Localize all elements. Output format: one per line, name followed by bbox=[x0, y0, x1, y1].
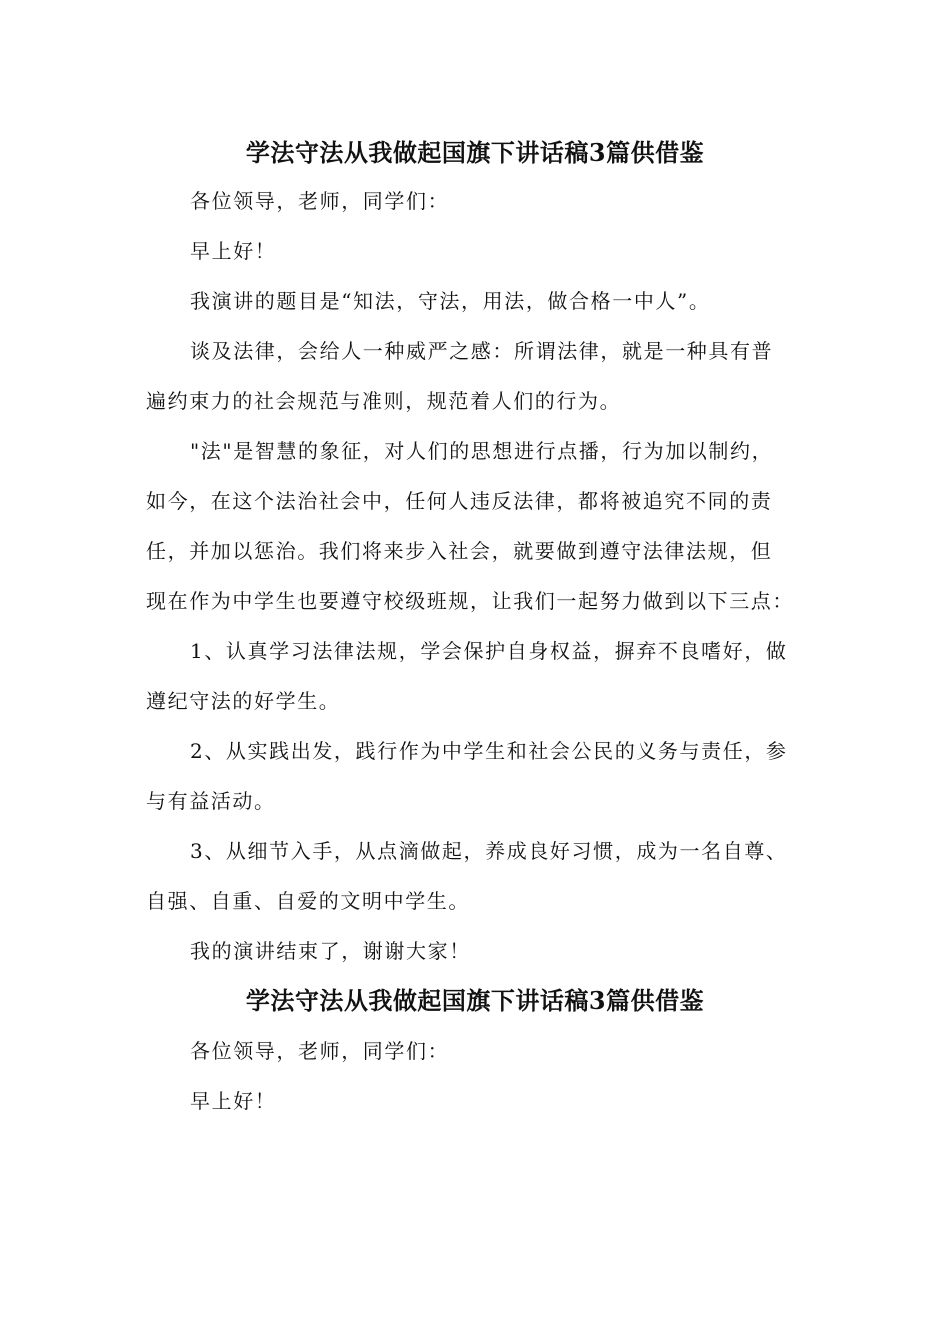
list-item-2-continued: 与有益活动。 bbox=[146, 789, 276, 813]
list-item-1: 1、认真学习法律法规，学会保护自身权益，摒弃不良嗜好，做 bbox=[190, 639, 788, 663]
paragraph-line: 任，并加以惩治。我们将来步入社会，就要做到遵守法律法规，但 bbox=[146, 539, 773, 563]
speech-title: 学法守法从我做起国旗下讲话稿3篇供借鉴 bbox=[245, 986, 705, 1015]
greeting: 早上好！ bbox=[190, 239, 277, 263]
paragraph-line: 遍约束力的社会规范与准则，规范着人们的行为。 bbox=[146, 389, 622, 413]
list-item-3-continued: 自强、自重、自爱的文明中学生。 bbox=[146, 889, 470, 913]
salutation: 各位领导，老师，同学们： bbox=[190, 189, 450, 213]
speech-title: 学法守法从我做起国旗下讲话稿3篇供借鉴 bbox=[245, 138, 705, 167]
greeting: 早上好！ bbox=[190, 1089, 277, 1113]
salutation: 各位领导，老师，同学们： bbox=[190, 1039, 450, 1063]
speech-topic: 我演讲的题目是“知法，守法，用法，做合格一中人”。 bbox=[190, 289, 711, 313]
list-item-3: 3、从细节入手，从点滴做起，养成良好习惯，成为一名自尊、 bbox=[190, 839, 788, 863]
paragraph-line: 现在作为中学生也要遵守校级班规，让我们一起努力做到以下三点： bbox=[146, 589, 794, 613]
list-item-2: 2、从实践出发，践行作为中学生和社会公民的义务与责任，参 bbox=[190, 739, 788, 763]
list-item-1-continued: 遵纪守法的好学生。 bbox=[146, 689, 341, 713]
paragraph-line: 如今，在这个法治社会中，任何人违反法律，都将被追究不同的责 bbox=[146, 489, 773, 513]
paragraph-line: 谈及法律，会给人一种威严之感：所谓法律，就是一种具有普 bbox=[190, 339, 774, 363]
closing-line: 我的演讲结束了，谢谢大家！ bbox=[190, 939, 471, 963]
paragraph-line: "法"是智慧的象征，对人们的思想进行点播，行为加以制约， bbox=[190, 439, 774, 463]
